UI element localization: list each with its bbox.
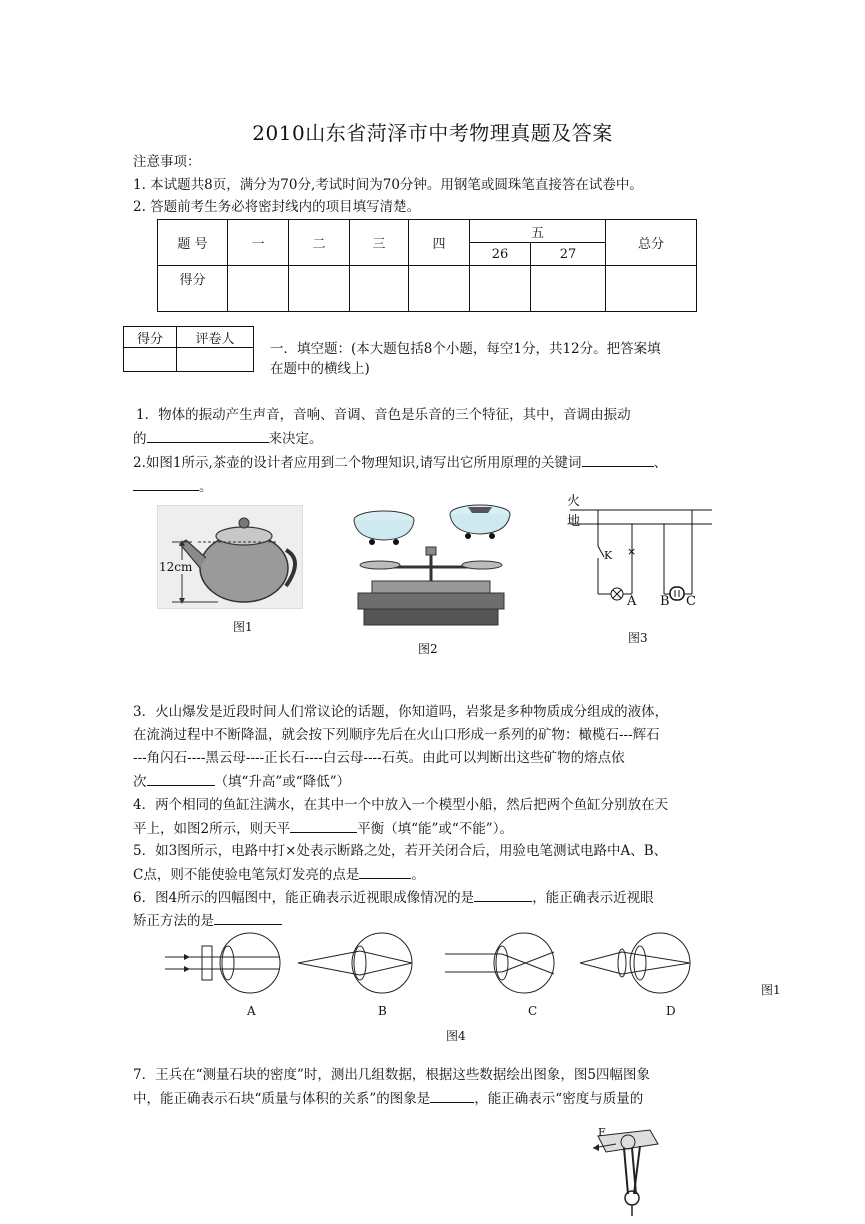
fig3-caption: 图3 — [628, 631, 648, 645]
figure-4-eyes — [160, 930, 720, 1000]
fig3-k: K — [604, 549, 613, 562]
q7-line2 — [133, 1088, 643, 1109]
q1-line2 — [133, 428, 323, 449]
q4-answer-blank[interactable] — [290, 818, 357, 833]
fig4-label-a: A — [247, 1004, 256, 1018]
q3-answer-blank[interactable] — [147, 771, 215, 786]
q4-line1: 4．两个相同的鱼缸注满水，在其中一个中放入一个模型小船，然后把两个鱼缸分别放在天 — [133, 797, 669, 813]
score-cell[interactable] — [470, 266, 531, 312]
q3-line3: ---角闪石----黑云母----正长石----白云母----石英。由此可以判断出这些矿物的熔点依 — [133, 750, 625, 766]
score-header-4: 四 — [409, 220, 470, 266]
grader-defen: 得分 — [124, 327, 177, 348]
score-header-1: 一 — [228, 220, 289, 266]
q2-end: 。 — [199, 479, 213, 495]
q5-line1: 5．如3图所示，电路中打×处表示断路之处，若开关闭合后，用验电笔测试电路中A、B、 — [133, 843, 668, 859]
eye-diagram-a — [165, 933, 280, 993]
q2-answer-blank-1[interactable] — [582, 452, 654, 467]
q2-answer-blank-2[interactable] — [133, 476, 199, 491]
fig4-label-c: C — [528, 1004, 538, 1018]
figure-2-balance — [350, 495, 520, 630]
q2-line2 — [133, 476, 213, 497]
figure-1-teapot — [157, 505, 303, 609]
q6-answer-blank-2[interactable] — [214, 910, 282, 925]
fig2-caption: 图2 — [418, 642, 438, 656]
q1-line1: 1．物体的振动产生声音，音响、音调、音色是乐音的三个特征，其中，音调由振动 — [136, 407, 631, 423]
fig3-di: 地 — [567, 514, 581, 529]
q7-line1: 7．王兵在“测量石块的密度”时，测出几组数据，根据这些数据绘出图象，图5四幅图象 — [133, 1067, 650, 1083]
q5-text-1: C点，则不能使验电笔氖灯发亮的点是 — [133, 867, 360, 883]
q6-text-2: ，能正确表示近视眼 — [532, 890, 654, 906]
fig4-caption: 图4 — [446, 1029, 466, 1043]
fig3-label-c: C — [686, 594, 696, 609]
score-row-label: 得分 — [158, 266, 228, 312]
q1-answer-blank[interactable] — [147, 428, 269, 443]
score-cell[interactable] — [289, 266, 350, 312]
score-header-2: 二 — [289, 220, 350, 266]
q2-line1 — [133, 452, 667, 473]
svg-text:×: × — [627, 545, 637, 558]
grader-pingjuanren: 评卷人 — [177, 327, 254, 348]
eye-diagram-b — [298, 933, 412, 993]
q5-line2 — [133, 864, 425, 885]
q7-text-1: 中，能正确表示石块“质量与体积的关系”的图象是 — [133, 1091, 431, 1107]
q6-line2 — [133, 910, 282, 931]
q1-text-1: 的 — [133, 431, 147, 447]
q5-text-2: 。 — [411, 867, 425, 883]
fig4-label-b: B — [378, 1004, 387, 1018]
q6-text-1: 6．图4所示的四幅图中，能正确表示近视眼成像情况的是 — [133, 890, 475, 906]
score-cell[interactable] — [606, 266, 697, 312]
q3-line2: 在流淌过程中不断降温，就会按下列顺序先后在火山口形成一系列的矿物：橄榄石---辉石 — [133, 727, 660, 743]
score-table — [157, 219, 697, 312]
fig3-label-a: A — [627, 594, 637, 609]
eye-diagram-d — [580, 933, 690, 993]
q3-text-1: 次 — [133, 774, 147, 790]
page-title: 2010山东省菏泽市中考物理真题及答案 — [252, 121, 613, 145]
score-header-tihao: 题 号 — [158, 220, 228, 266]
figure-5-pulley — [588, 1124, 668, 1224]
score-header-total: 总分 — [606, 220, 697, 266]
q5-answer-blank[interactable] — [359, 864, 411, 879]
score-header-5: 五 — [470, 220, 606, 243]
grader-table — [123, 326, 254, 372]
fig3-label-b: B — [660, 594, 670, 609]
score-header-26: 26 — [470, 243, 531, 266]
score-cell[interactable] — [228, 266, 289, 312]
score-header-27: 27 — [531, 243, 606, 266]
q4-line2 — [133, 818, 513, 839]
notes-item-1: 1. 本试题共8页，满分为70分,考试时间为70分钟。用钢笔或圆珠笔直接答在试卷中。 — [133, 177, 643, 193]
section1-line1: 一．填空题：(本大题包括8个小题，每空1分，共12分。把答案填 — [270, 341, 661, 357]
q6-answer-blank-1[interactable] — [474, 887, 532, 902]
fig3-huo: 火 — [567, 494, 581, 509]
fig1-measure: 12cm — [159, 560, 193, 574]
q3-line1: 3．火山爆发是近段时间人们常议论的话题，你知道吗，岩浆是多种物质成分组成的液体， — [133, 704, 669, 720]
q3-text-2: （填“升高”或“降低”） — [214, 774, 351, 790]
fig4-side-label: 图1 — [761, 983, 781, 997]
score-cell[interactable] — [409, 266, 470, 312]
q4-text-2: 平衡（填“能”或“不能”）。 — [357, 821, 513, 837]
q4-text-1: 平上，如图2所示，则天平 — [133, 821, 291, 837]
fig4-label-d: D — [666, 1004, 676, 1018]
q7-text-2: ，能正确表示“密度与质量的 — [474, 1091, 644, 1107]
fig5-f: F — [598, 1126, 606, 1139]
teapot-icon — [158, 506, 302, 608]
q2-text: 2.如图1所示,茶壶的设计者应用到二个物理知识,请写出它所用原理的关键词 — [133, 455, 582, 471]
q6-line1 — [133, 887, 654, 908]
notes-item-2: 2. 答题前考生务必将密封线内的项目填写清楚。 — [133, 199, 421, 215]
q1-text-2: 来决定。 — [268, 431, 323, 447]
score-cell[interactable] — [531, 266, 606, 312]
fig1-caption: 图1 — [233, 620, 253, 634]
q2-sep: 、 — [653, 455, 668, 471]
q6-text-3: 矫正方法的是 — [133, 913, 214, 929]
q7-answer-blank[interactable] — [430, 1088, 474, 1103]
grader-cell[interactable] — [124, 348, 177, 372]
score-header-3: 三 — [350, 220, 409, 266]
figure-3-circuit — [560, 490, 720, 610]
section1-line2: 在题中的横线上) — [270, 361, 370, 377]
eye-diagram-c — [445, 933, 554, 993]
notes-heading: 注意事项： — [133, 154, 201, 170]
score-cell[interactable] — [350, 266, 409, 312]
q3-line4 — [133, 771, 350, 792]
grader-cell[interactable] — [177, 348, 254, 372]
